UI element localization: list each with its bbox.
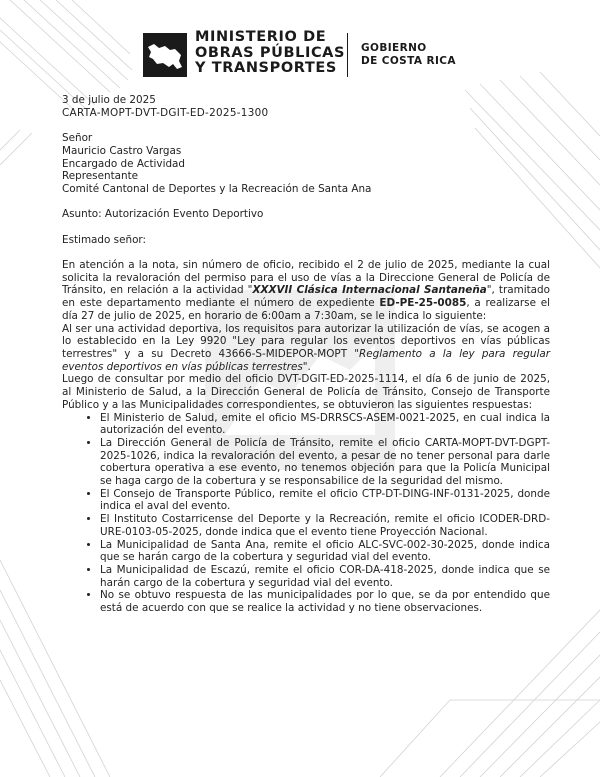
responses-list <box>62 412 550 615</box>
list-item: • El Ministerio de Salud, emite el oficio MS-DRRSCS-ASEM-0021-2025, en cual indica la autorización del evento. <box>100 412 550 437</box>
p1-text-a: En atención a la nota, sin número de oficio, recibido el 2 de julio de 2025, mediante la cual solicita la revaloración del permiso para el uso de vías a la Direccione General de Policía de Tránsito, en relación a la actividad " <box>62 259 550 297</box>
costa-rica-map-logo-icon <box>143 33 187 77</box>
list-item: • La Dirección General de Policía de Tránsito, remite el oficio CARTA-MOPT-DVT-DGPT-2025-1026, indica la revaloración del evento, a pesar de no tener personal para darle cobertura operativa a ese evento, no tenemos objeción para que la Policía Municipal se haga cargo de la cobertura y se responsabilice de la seguridad del mismo. <box>100 437 550 488</box>
letter-subject: Asunto: Autorización Evento Deportivo <box>62 208 264 221</box>
government-line-2: DE COSTA RICA <box>361 55 456 67</box>
letter-body <box>62 94 550 615</box>
letter-reference: CARTA-MOPT-DVT-DGIT-ED-2025-1300 <box>62 106 269 119</box>
p1-text-c: , a realizarse el día 27 de julio de 2025, en horario de 6:00am a 7:30am, se le indica lo siguiente: <box>62 297 550 322</box>
p2-text-b: ". <box>302 360 311 373</box>
government-line-1: GOBIERNO <box>361 42 427 54</box>
header-divider <box>347 33 348 77</box>
p1-text-b: ", tramitado en este departamento mediante el número de expediente <box>62 284 550 310</box>
expediente-number: ED-PE-25-0085 <box>379 297 467 310</box>
recipient-line: Señor <box>62 132 93 145</box>
ministry-line-1: MINISTERIO DE <box>195 29 327 45</box>
list-item: • El Consejo de Transporte Público, remite el oficio CTP-DT-DING-INF-0131-2025, donde indica el aval del evento. <box>100 488 550 513</box>
list-item: • No se obtuvo respuesta de las municipalidades por lo que, se da por entendido que está de acuerdo con que se realice la actividad y no tiene observaciones. <box>100 589 550 614</box>
recipient-line: Encargado de Actividad <box>62 157 186 170</box>
paragraph-consultation: Luego de consultar por medio del oficio DVT-DGIT-ED-2025-1114, el día 6 de junio de 2025, al Ministerio de Salud, a la Dirección General de Policía de Tránsito, Consejo de Transporte Público y a las Municipalidades correspondientes, se obtuvieron las siguientes respuestas: <box>62 373 550 411</box>
recipient-line: Mauricio Castro Vargas <box>62 144 182 157</box>
list-item: • La Municipalidad de Santa Ana, remite el oficio ALC-SVC-002-30-2025, donde indica que se harán cargo de la cobertura y seguridad vial del evento. <box>100 539 550 564</box>
ministry-line-3: Y TRANSPORTES <box>195 60 337 76</box>
regulation-name: Reglamento a la ley para regular eventos deportivos en vías públicas terrestres <box>62 348 550 373</box>
letterhead <box>0 30 600 80</box>
ministry-name <box>195 30 345 77</box>
government-name <box>361 42 456 68</box>
recipient-block <box>62 132 550 196</box>
paragraph-request <box>62 259 550 323</box>
letter-greeting: Estimado señor: <box>62 233 147 246</box>
list-item: • El Instituto Costarricense del Deporte y la Recreación, remite el oficio ICODER-DRD-URE-0103-05-2025, donde indica que el evento tiene Proyección Nacional. <box>100 513 550 538</box>
recipient-line: Representante <box>62 170 139 183</box>
ministry-line-2: OBRAS PÚBLICAS <box>195 44 346 61</box>
list-item: • La Municipalidad de Escazú, remite el oficio COR-DA-418-2025, donde indica que se harán cargo de la cobertura y seguridad vial del evento. <box>100 564 550 589</box>
letter-date: 3 de julio de 2025 <box>62 94 156 106</box>
p2-text-a: Al ser una actividad deportiva, los requisitos para autorizar la utilización de vías, se acogen a lo establecido en la Ley 9920 "Ley para regular los eventos deportivos en vías públicas terrestres" y a su Decreto 43666-S-MIDEPOR-MOPT " <box>62 322 550 360</box>
paragraph-legal-basis <box>62 323 550 374</box>
event-name: XXXVII Clásica Internacional Santaneña <box>252 284 487 297</box>
recipient-line: Comité Cantonal de Deportes y la Recreación de Santa Ana <box>62 182 372 195</box>
